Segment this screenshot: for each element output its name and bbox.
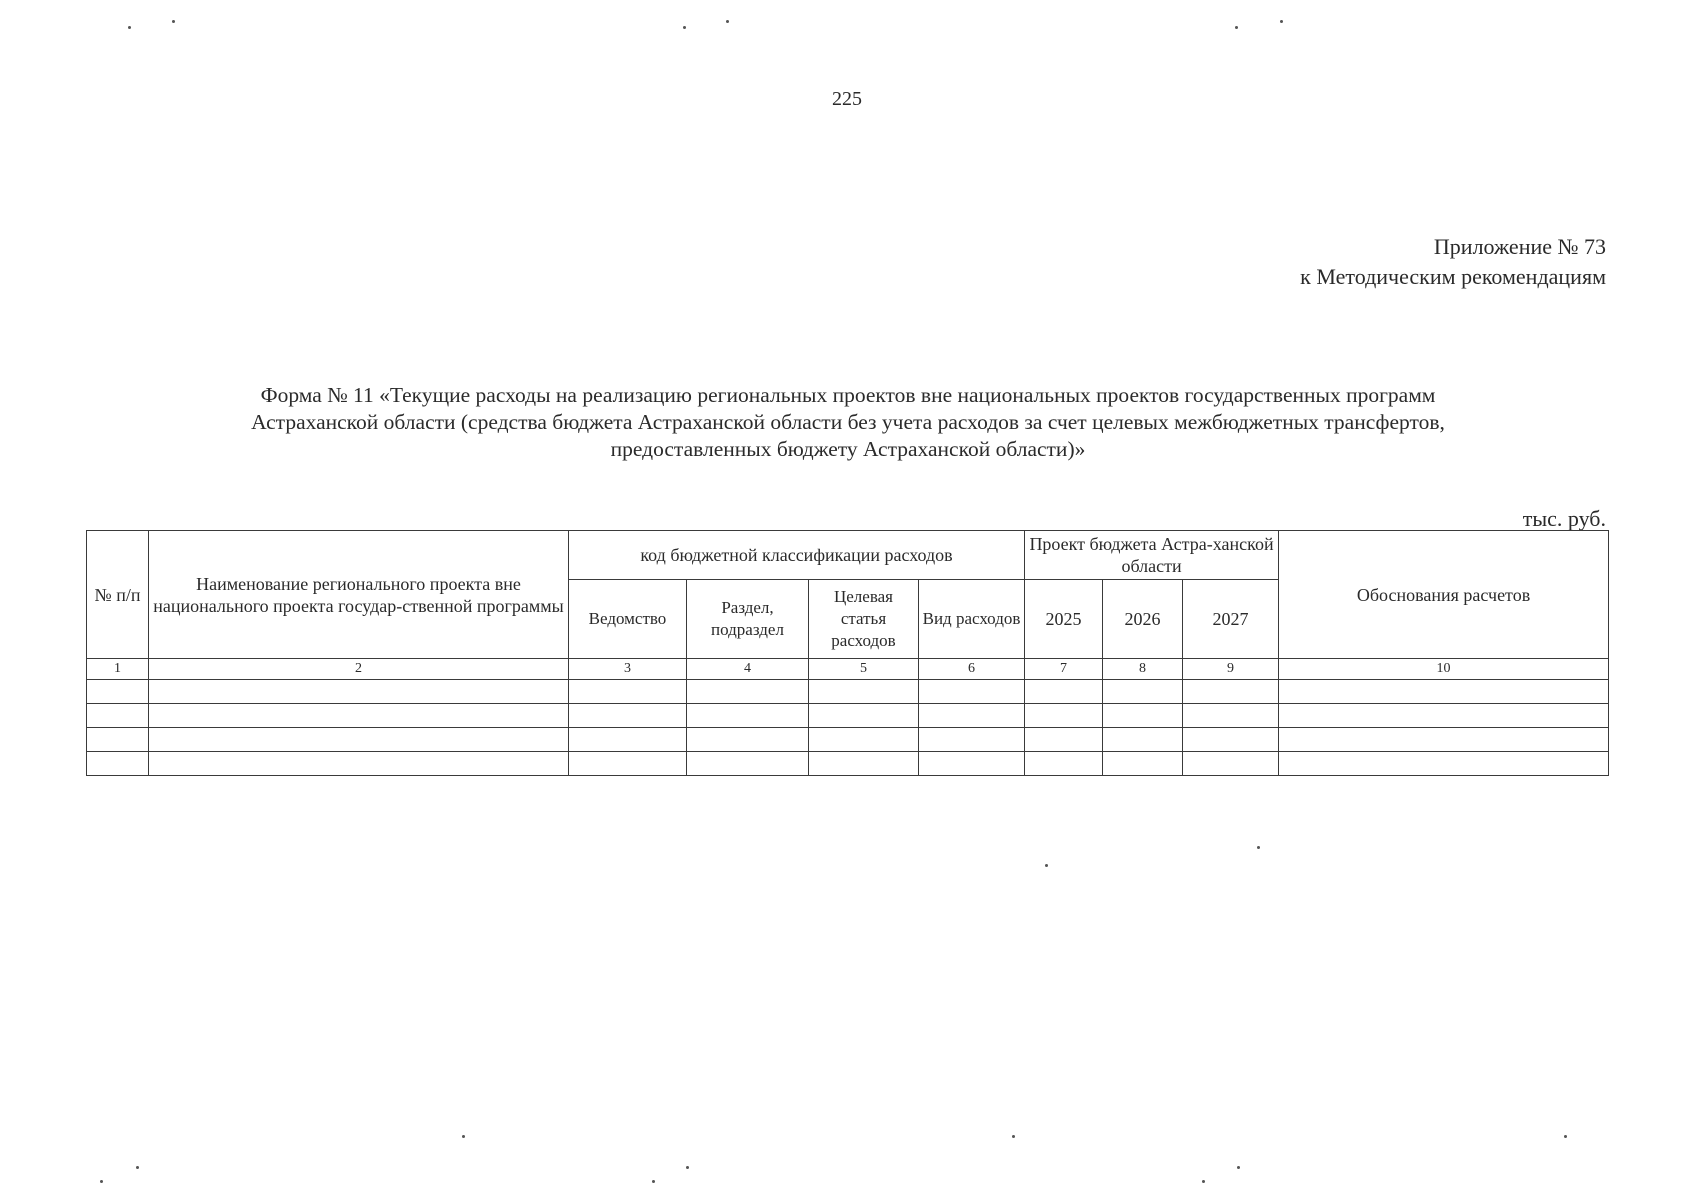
scan-speck: [1237, 1166, 1240, 1169]
table-cell: [149, 728, 569, 752]
table-cell: [87, 728, 149, 752]
table-cell: [919, 728, 1025, 752]
table-cell: [569, 680, 687, 704]
table-cell: [1025, 704, 1103, 728]
table-cell: [1025, 728, 1103, 752]
table-cell: [687, 704, 809, 728]
column-number: 3: [569, 659, 687, 680]
table-row: [87, 728, 1609, 752]
scan-speck: [100, 1180, 103, 1183]
table-cell: [809, 752, 919, 776]
table-cell: [1279, 704, 1609, 728]
table-row: [87, 704, 1609, 728]
header-project-name: Наименование регионального проекта вне национального проекта государ-ственной программы: [149, 531, 569, 659]
units-label: тыс. руб.: [1522, 506, 1606, 531]
column-number: 4: [687, 659, 809, 680]
header-year-2027: 2027: [1183, 580, 1279, 659]
scan-speck: [1564, 1135, 1567, 1138]
table-cell: [569, 704, 687, 728]
header-vedomstvo: Ведомство: [569, 580, 687, 659]
table-cell: [809, 728, 919, 752]
table-cell: [919, 704, 1025, 728]
appendix-reference: [1300, 232, 1606, 292]
table-cell: [569, 752, 687, 776]
header-row-number: № п/п: [87, 531, 149, 659]
table-cell: [919, 680, 1025, 704]
scan-speck: [683, 26, 686, 29]
page-number: 225: [832, 88, 862, 110]
table-cell: [149, 752, 569, 776]
column-number: 8: [1103, 659, 1183, 680]
header-budget-group: Проект бюджета Астра-ханской области: [1025, 531, 1279, 580]
header-razdel: Раздел, подраздел: [687, 580, 809, 659]
table-cell: [87, 680, 149, 704]
scan-speck: [1012, 1135, 1015, 1138]
table-cell: [687, 752, 809, 776]
header-celevaya-statya: Целевая статья расходов: [809, 580, 919, 659]
table-cell: [1103, 752, 1183, 776]
form-title-line-1: Форма № 11 «Текущие расходы на реализацию региональных проектов вне национальных проектов государственных программ: [260, 383, 1436, 407]
table-row: [87, 680, 1609, 704]
table-cell: [1183, 752, 1279, 776]
form-title-line-3: предоставленных бюджету Астраханской области)»: [610, 437, 1086, 461]
table-cell: [87, 704, 149, 728]
table-cell: [149, 680, 569, 704]
column-number: 10: [1279, 659, 1609, 680]
form-title: [88, 382, 1608, 463]
column-number: 5: [809, 659, 919, 680]
table-cell: [1025, 680, 1103, 704]
scan-speck: [136, 1166, 139, 1169]
column-number: 1: [87, 659, 149, 680]
column-number: 7: [1025, 659, 1103, 680]
scan-speck: [726, 20, 729, 23]
header-justification: Обоснования расчетов: [1279, 531, 1609, 659]
column-number: 9: [1183, 659, 1279, 680]
form-title-line-2: Астраханской области (средства бюджета Астраханской области без учета расходов за счет целевых межбюджетных трансфертов,: [251, 410, 1445, 434]
table-cell: [1183, 704, 1279, 728]
table-cell: [809, 680, 919, 704]
table-cell: [1279, 728, 1609, 752]
header-year-2026: 2026: [1103, 580, 1183, 659]
appendix-line-1: Приложение № 73: [1433, 234, 1606, 259]
table-cell: [687, 728, 809, 752]
table-cell: [1103, 704, 1183, 728]
scan-speck: [1235, 26, 1238, 29]
scan-speck: [686, 1166, 689, 1169]
header-year-2025: 2025: [1025, 580, 1103, 659]
table-cell: [1103, 728, 1183, 752]
scan-speck: [652, 1180, 655, 1183]
scan-speck: [128, 26, 131, 29]
table-cell: [687, 680, 809, 704]
table-cell: [569, 728, 687, 752]
table-cell: [919, 752, 1025, 776]
scan-speck: [1045, 864, 1048, 867]
scan-speck: [462, 1135, 465, 1138]
table-cell: [87, 752, 149, 776]
header-kbk-group: код бюджетной классификации расходов: [569, 531, 1025, 580]
scan-speck: [1257, 846, 1260, 849]
form-table: [86, 530, 1609, 776]
header-vid-rashodov: Вид расходов: [919, 580, 1025, 659]
table-cell: [1279, 752, 1609, 776]
scan-speck: [172, 20, 175, 23]
table-cell: [1183, 680, 1279, 704]
table-cell: [1279, 680, 1609, 704]
appendix-line-2: к Методическим рекомендациям: [1300, 264, 1606, 289]
table-cell: [809, 704, 919, 728]
column-number-row: [87, 659, 1609, 680]
table-cell: [149, 704, 569, 728]
table-cell: [1103, 680, 1183, 704]
scan-speck: [1280, 20, 1283, 23]
column-number: 2: [149, 659, 569, 680]
column-number: 6: [919, 659, 1025, 680]
scan-speck: [1202, 1180, 1205, 1183]
table-cell: [1025, 752, 1103, 776]
table-row: [87, 752, 1609, 776]
table-cell: [1183, 728, 1279, 752]
